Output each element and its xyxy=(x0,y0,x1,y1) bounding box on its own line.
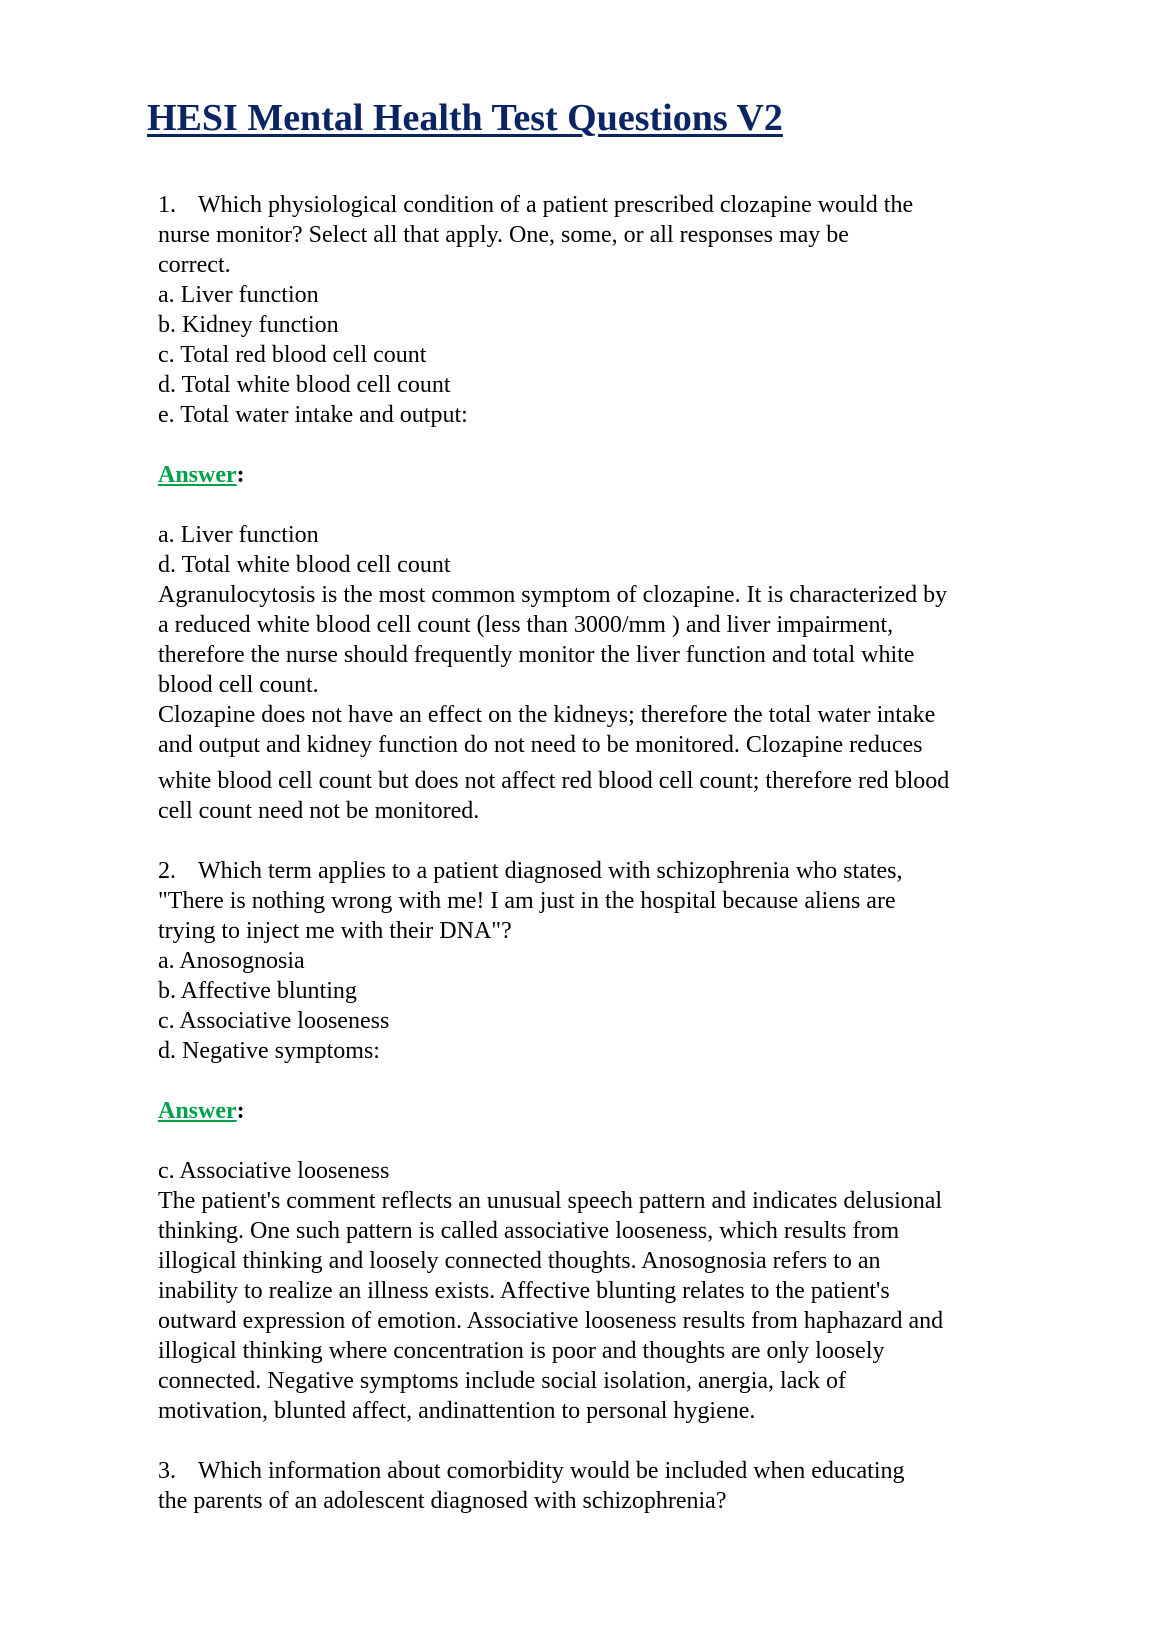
answer-text-line: connected. Negative symptoms include social isolation, anergia, lack of xyxy=(158,1368,847,1394)
answer-label: Answer xyxy=(158,1098,237,1124)
answer-text-line: therefore the nurse should frequently monitor the liver function and total white xyxy=(158,642,915,668)
answer-text-line: and output and kidney function do not need to be monitored. Clozapine reduces xyxy=(158,732,923,758)
question-text: the parents of an adolescent diagnosed with schizophrenia? xyxy=(158,1488,727,1514)
answer-text-line: inability to realize an illness exists. Affective blunting relates to the patient's xyxy=(158,1278,890,1304)
document-title: HESI Mental Health Test Questions V2 xyxy=(147,97,783,139)
question-text: correct. xyxy=(158,252,231,278)
question-text-line xyxy=(158,886,1028,916)
answer-heading xyxy=(158,460,1028,490)
question-text: Which physiological condition of a patient prescribed clozapine would the xyxy=(198,192,914,218)
answer-text-line: blood cell count. xyxy=(158,672,319,698)
option-item: a. Anosognosia xyxy=(158,948,305,974)
answer-text-line: Agranulocytosis is the most common symptom of clozapine. It is characterized by xyxy=(158,582,948,608)
question-text-line xyxy=(158,916,1028,946)
question-text-line xyxy=(158,250,1028,280)
answer-text-line: Clozapine does not have an effect on the kidneys; therefore the total water intake xyxy=(158,702,936,728)
option-item: c. Associative looseness xyxy=(158,1008,390,1034)
question-text-line xyxy=(158,190,1028,220)
question-text: nurse monitor? Select all that apply. One, some, or all responses may be xyxy=(158,222,849,248)
answer-heading xyxy=(158,1096,1028,1126)
question-text-line xyxy=(158,856,1028,886)
option-item: b. Affective blunting xyxy=(158,978,357,1004)
answer-text-line: c. Associative looseness xyxy=(158,1158,390,1184)
option-item: b. Kidney function xyxy=(158,312,339,338)
answer-text-line: white blood cell count but does not affect red blood cell count; therefore red blood xyxy=(158,768,950,794)
question-text: trying to inject me with their DNA"? xyxy=(158,918,512,944)
answer-text-line: a. Liver function xyxy=(158,522,319,548)
question-text-line xyxy=(158,1456,1028,1486)
question-text: Which information about comorbidity would be included when educating xyxy=(198,1458,905,1484)
answer-text-line: illogical thinking where concentration is poor and thoughts are only loosely xyxy=(158,1338,885,1364)
option-item: d. Total white blood cell count xyxy=(158,372,451,398)
question-text: "There is nothing wrong with me! I am just in the hospital because aliens are xyxy=(158,888,896,914)
question-text-line xyxy=(158,1486,1028,1516)
answer-text-line: d. Total white blood cell count xyxy=(158,552,451,578)
option-item: d. Negative symptoms: xyxy=(158,1038,380,1064)
question-number: 2. xyxy=(158,858,176,884)
document-body xyxy=(158,190,1028,1516)
option-item: a. Liver function xyxy=(158,282,319,308)
answer-text-line: motivation, blunted affect, andinattention to personal hygiene. xyxy=(158,1398,756,1424)
answer-text-line: The patient's comment reflects an unusual speech pattern and indicates delusional xyxy=(158,1188,943,1214)
answer-text-line: cell count need not be monitored. xyxy=(158,798,480,824)
question-text-line xyxy=(158,220,1028,250)
question-number: 3. xyxy=(158,1458,176,1484)
answer-text-line: thinking. One such pattern is called associative looseness, which results from xyxy=(158,1218,900,1244)
answer-text-line: illogical thinking and loosely connected thoughts. Anosognosia refers to an xyxy=(158,1248,881,1274)
answer-label: Answer xyxy=(158,462,237,488)
answer-text-line: a reduced white blood cell count (less than 3000/mm ) and liver impairment, xyxy=(158,612,894,638)
answer-colon: : xyxy=(236,1098,245,1124)
question-number: 1. xyxy=(158,192,176,218)
answer-colon: : xyxy=(236,462,245,488)
option-item: e. Total water intake and output: xyxy=(158,402,468,428)
answer-text-line: outward expression of emotion. Associative looseness results from haphazard and xyxy=(158,1308,944,1334)
option-item: c. Total red blood cell count xyxy=(158,342,427,368)
question-text: Which term applies to a patient diagnosed with schizophrenia who states, xyxy=(198,858,903,884)
